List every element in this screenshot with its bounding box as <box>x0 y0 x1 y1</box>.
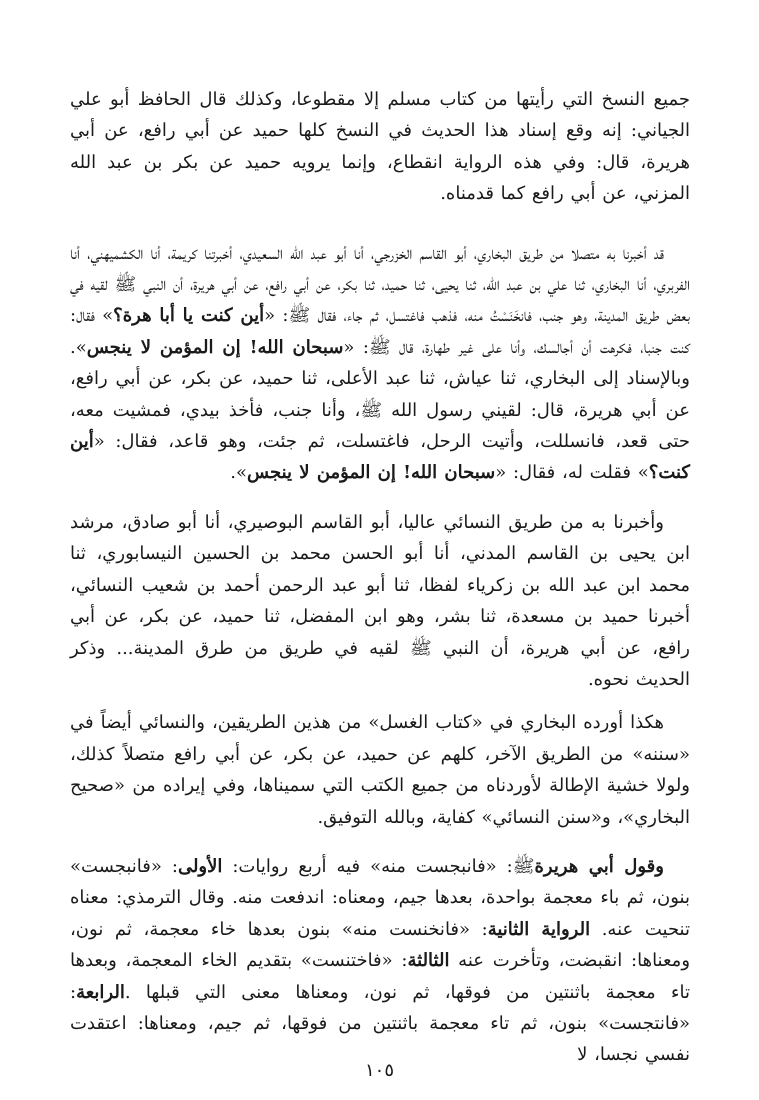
text-run: ﷺ: «فانبجست منه» فيه أربع روايات: <box>222 855 535 877</box>
paragraph-3 <box>70 507 690 695</box>
bold-text-run: الأولى <box>177 855 223 877</box>
bold-text-run: أين كنت يا أبا هرة؟ <box>113 305 265 327</box>
bold-text-run: الثالثة <box>407 950 450 972</box>
text-run: » فقال: كنت جنبا، فكرهت أن أجالسك، وأنا على غير طهارة، قال ﷺ: « <box>70 305 691 358</box>
text-run: وأخبرنا به من طريق النسائي عاليا، أبو القاسم البوصيري، أنا أبو صادق، مرشد ابن يحيى بن القاسم المدني، أنا أبو الحسن محمد بن الحسين النيسابوري، ثنا محمد ابن عبد الله بن زكرياء لفظا، ثنا أبو عبد الرحمن أحمد بن شعيب النسائي، أخبرنا حميد بن مسعدة، ثنا بشر، وهو ابن المفضل، ثنا حميد، عن بكر، عن أبي رافع، عن أبي هريرة، أن النبي ﷺ لقيه في طريق من طرق المدينة... وذكر الحديث نحوه. <box>70 511 690 690</box>
page-number: ١٠٥ <box>364 1060 394 1081</box>
paragraph-5 <box>70 851 690 1071</box>
bold-text-run: الرواية الثانية <box>487 918 591 940</box>
paragraph-2 <box>70 238 690 489</box>
text-run: جميع النسخ التي رأيتها من كتاب مسلم إلا مقطوعا، وكذلك قال الحافظ أبو علي الجياني: إنه وقع إسناد هذا الحديث في النسخ كلها حميد عن أبي رافع، عن أبي هريرة، قال: وفي هذه الرواية انقطاع، وإنما يرويه حميد عن بكر بن عبد الله المزني، عن أبي رافع كما قدمناه. <box>70 89 690 205</box>
paragraph-1 <box>70 84 690 210</box>
page-body <box>70 84 690 1071</box>
text-run: : «فاختنست» بتقديم الخاء المعجمة، وبعدها تاء معجمة باثنتين من فوقها، ثم نون، ومعناها معنى التي قبلها . <box>70 950 690 1003</box>
bold-text-run: سبحان الله! إن المؤمن لا ينجس <box>86 336 344 358</box>
bold-text-run: أين كنت؟ <box>70 431 690 484</box>
text-run: : «فانبجست» بنون، ثم باء معجمة بواحدة، بعدها جيم، ومعناه: اندفعت منه. وقال الترمذي: معناه تنحيت عنه. <box>70 855 690 940</box>
text-run: هكذا أورده البخاري في «كتاب الغسل» من هذين الطريقين، والنسائي أيضاً في «سننه» من الطريق الآخر، كلهم عن حميد، عن بكر، عن أبي رافع متصلاً كذلك، ولولا خشية الإطالة لأوردناه من جميع الكتب التي سميناها، وفي إيراده من «صحيح البخاري»، و«سنن النسائي» كفاية، وبالله التوفيق. <box>70 712 690 828</box>
text-run: قد أخبرنا به متصلا من طريق البخاري، أبو القاسم الخزرجي، أنا أبو عبد الله السعيدي، أخبرتنا كريمة، أنا الكشميهني، أنا الفربري، أنا البخاري، ثنا علي بن عبد الله، ثنا يحيى، ثنا حميد، ثنا بكر، عن أبي رافع، عن أبي هريرة، أن النبي ﷺ لقيه في بعض طريق المدينة، وهو جنب، فانخَنَسْتُ منه، فذهب فاغتسل، ثم جاء، فقال ﷺ: « <box>70 242 690 327</box>
text-run: » فقلت له، فقال: « <box>495 462 649 484</box>
text-run: : «فانخنست منه» بنون بعدها خاء معجمة، ثم نون، ومعناها: انقبضت، وتأخرت عنه <box>70 918 691 972</box>
text-run: ». وبالإسناد إلى البخاري، ثنا عياش، ثنا عبد الأعلى، ثنا حميد، عن بكر، عن أبي رافع، عن أبي هريرة، قال: لقيني رسول الله ﷺ، وأنا جنب، فأخذ بيدي، فمشيت معه، حتى قعد، فانسللت، وأتيت الرحل، فاغتسلت، ثم جئت، وهو قاعد، فقال: « <box>70 336 690 453</box>
bold-text-run: سبحان الله! إن المؤمن لا ينجس <box>247 462 496 484</box>
paragraph-4 <box>70 707 690 833</box>
text-run: : «فانتجست» بنون، ثم تاء معجمة باثنتين من فوقها، ثم جيم، ومعناها: اعتقدت نفسي نجسا، لا <box>70 981 690 1066</box>
bold-text-run: وقول أبي هريرة <box>534 855 664 877</box>
bold-text-run: الرابعة <box>76 981 125 1003</box>
text-run: ». <box>230 462 248 484</box>
